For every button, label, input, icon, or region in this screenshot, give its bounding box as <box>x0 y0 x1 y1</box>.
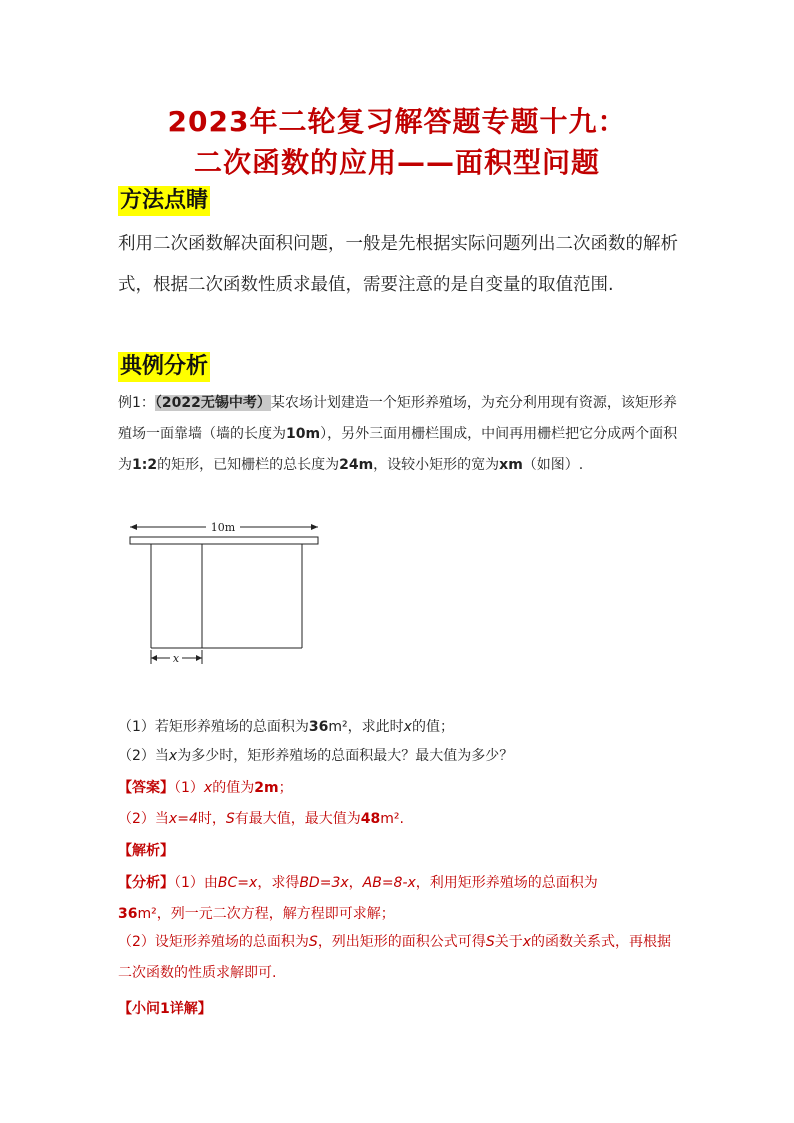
a2-prefix: （2）当 <box>118 811 169 827</box>
document-title-line2: 二次函数的应用——面积型问题 <box>193 146 600 179</box>
p2-c: 关于 <box>494 934 523 950</box>
a2-end: . <box>399 811 404 827</box>
arrow-left-icon <box>130 524 137 530</box>
a1-text: 的值为 <box>212 780 255 796</box>
example-text: 某农场计划建造一个矩形养殖场，为充分利用现有资源，该矩形养殖场一面靠墙（墙的长度为 <box>118 395 677 442</box>
arrow-right-icon <box>311 524 318 530</box>
analysis-label-line <box>118 840 678 862</box>
example-label: 例1： <box>118 395 155 411</box>
p2-x: x <box>522 934 531 950</box>
method-heading: 方法点睛 <box>118 186 210 216</box>
q1-prefix: （1）若矩形养殖场的总面积为 <box>118 719 309 735</box>
example-heading: 典例分析 <box>118 352 210 382</box>
example-text2: ），另外三面用栅栏围成，中间再用栅栏把它分成两个面积为 <box>118 426 678 473</box>
farm-diagram <box>126 520 326 670</box>
example-text4: ，设较小矩形的宽为 <box>373 457 500 473</box>
q1-suffix: ，求此时 <box>347 719 404 735</box>
p1-e: ，列一元二次方程，解方程即可求解； <box>156 906 395 922</box>
question-2 <box>118 745 678 767</box>
document-title-line1: 2023年二轮复习解答题专题十九： <box>167 105 627 138</box>
a1-end: ； <box>278 780 293 796</box>
x-label: x <box>172 652 180 665</box>
detail-label-line <box>118 998 678 1020</box>
p2-d: 的函数关系式，再根据二次函数的性质求解即可. <box>118 934 671 981</box>
p2-s2: S <box>485 934 495 950</box>
area-ratio: 1:2 <box>132 457 158 473</box>
q2-var: x <box>168 748 178 764</box>
example-text5: （如图）. <box>522 457 584 473</box>
analysis-sub-label: 【分析】 <box>118 875 174 891</box>
p1-unit: m² <box>137 906 157 922</box>
p1-bc: BC=x <box>217 875 258 891</box>
method-text: 利用二次函数解决面积问题，一般是先根据实际问题列出二次函数的解析式，根据二次函数性质求最值，需要注意的是自变量的取值范围. <box>118 234 678 295</box>
analysis-p1-line2 <box>118 903 678 925</box>
wall-length: 10m <box>286 426 321 442</box>
analysis-label: 【解析】 <box>118 843 174 859</box>
x-arrow-right-icon <box>196 655 202 661</box>
wall-length-label: 10m <box>210 521 236 534</box>
a2-s: S <box>225 811 235 827</box>
a2-text: 时， <box>197 811 226 827</box>
a2-text2: 有最大值，最大值为 <box>234 811 361 827</box>
detail-label: 【小问1详解】 <box>118 1001 212 1017</box>
answer-1 <box>118 777 678 799</box>
p1-d: ，利用矩形养殖场的总面积为 <box>415 875 598 891</box>
p1-area: 36 <box>118 906 138 922</box>
p2-b: ，列出矩形的面积公式可得 <box>317 934 486 950</box>
a1-var: x <box>203 780 213 796</box>
p1-c: ， <box>348 875 363 891</box>
answer-label: 【答案】 <box>118 780 174 796</box>
q1-end: 的值； <box>411 719 454 735</box>
example-problem <box>118 388 678 481</box>
x-arrow-left-icon <box>151 655 157 661</box>
q1-value: 36 <box>308 719 329 735</box>
q1-var: x <box>403 719 412 735</box>
fence-length: 24m <box>339 457 374 473</box>
a2-cond: x=4 <box>168 811 198 827</box>
p1-bd: BD=3x <box>299 875 349 891</box>
p1-b: ，求得 <box>257 875 300 891</box>
width-variable: xm <box>499 457 523 473</box>
a1-prefix: （1） <box>174 780 204 796</box>
analysis-p2 <box>118 927 678 989</box>
question-1 <box>118 716 678 738</box>
a1-value: 2m <box>254 780 279 796</box>
a2-value: 48 <box>360 811 381 827</box>
example-source: （2022无锡中考） <box>154 395 271 411</box>
p2-s: S <box>308 934 318 950</box>
q2-prefix: （2）当 <box>118 748 169 764</box>
p2-a: （2）设矩形养殖场的总面积为 <box>118 934 309 950</box>
wall-shape <box>130 537 318 544</box>
p1-a: （1）由 <box>174 875 218 891</box>
example-text3: 的矩形，已知栅栏的总长度为 <box>157 457 340 473</box>
answer-2 <box>118 808 678 830</box>
q2-suffix: 为多少时，矩形养殖场的总面积最大？最大值为多少？ <box>177 748 514 764</box>
a2-unit: m² <box>380 811 400 827</box>
p1-ab: AB=8-x <box>362 875 416 891</box>
q1-unit: m² <box>328 719 348 735</box>
analysis-p1-line1 <box>118 872 678 894</box>
